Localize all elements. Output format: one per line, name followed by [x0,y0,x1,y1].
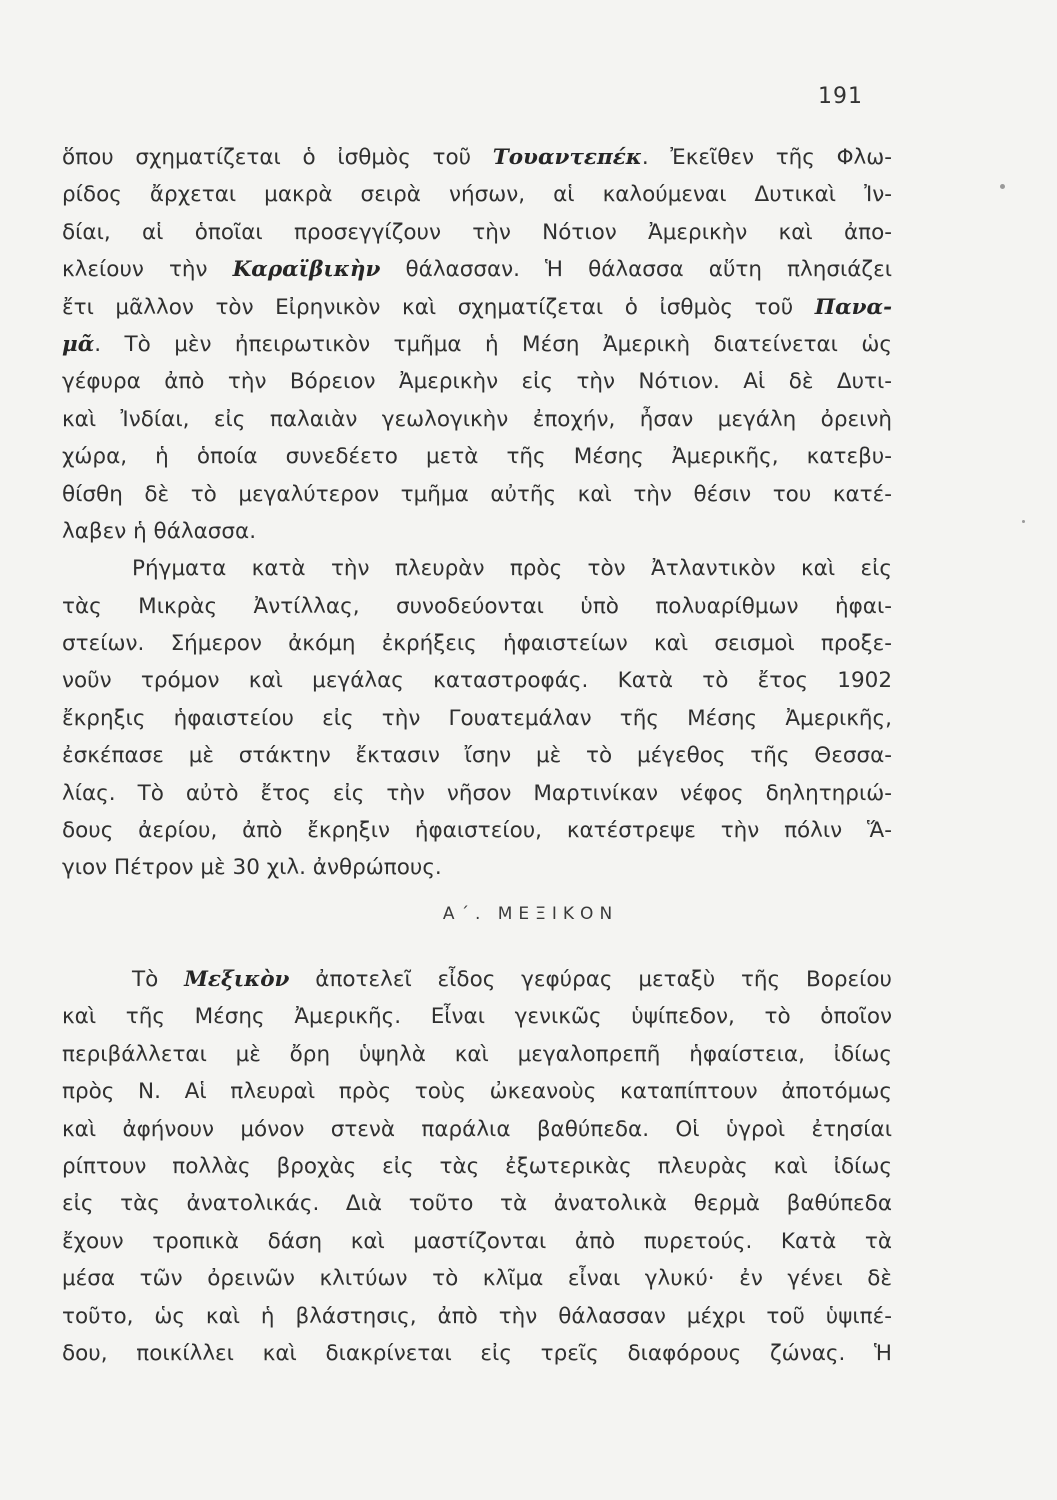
text-run: . Τὸ μὲν ἠπειρωτικὸν τμῆμα ἡ Μέση Ἀμερικὴ διατείνεται ὡς [94,331,892,357]
text-line [62,588,892,625]
text-run: ἐσκέπασε μὲ στάκτην ἔκτασιν ἴσην μὲ τὸ μέγεθος τῆς Θεσσα- [62,743,892,769]
text-line [62,326,892,363]
text-line [62,1223,892,1260]
text-run: δίαι, αἱ ὁποῖαι προσεγγίζουν τὴν Νότιον Ἀμερικὴν καὶ ἀπο- [62,219,892,245]
text-line [62,998,892,1035]
text-run: ρίπτουν πολλὰς βροχὰς εἰς τὰς ἐξωτερικὰς πλευρὰς καὶ ἰδίως [62,1153,892,1179]
text-run: καὶ τῆς Μέσης Ἀμερικῆς. Εἶναι γενικῶς ὑψίπεδον, τὸ ὁποῖον [62,1004,892,1030]
text-run: τὰς Μικρὰς Ἀντίλλας, συνοδεύονται ὑπὸ πολυαρίθμων ἡφαι- [62,593,892,619]
text-run: καὶ Ἰνδίαι, εἰς παλαιὰν γεωλογικὴν ἐποχήν, ἦσαν μεγάλη ὀρεινὴ [62,406,892,432]
text-line [62,849,892,886]
text-run: λαβεν ἡ θάλασσα. [62,518,257,544]
text-run: μέσα τῶν ὀρεινῶν κλιτύων τὸ κλῖμα εἶναι γλυκύ· ἐν γένει δὲ [62,1266,892,1292]
paper-speck [1000,184,1005,189]
text-run: . Ἐκεῖθεν τῆς Φλω- [641,145,892,170]
text-run: καὶ ἀφήνουν μόνον στενὰ παράλια βαθύπεδα. Οἱ ὑγροὶ ἐτησίαι [62,1116,892,1142]
emphasized-term: Πανα- [814,294,892,320]
text-run: ὅπου σχηματίζεται ὁ ἰσθμὸς τοῦ [62,145,493,170]
text-run: γέφυρα ἀπὸ τὴν Βόρειον Ἀμερικὴν εἰς τὴν Νότιον. Αἱ δὲ Δυτι- [62,369,892,395]
emphasized-term: Μεξικὸν [184,967,290,992]
text-line [62,1073,892,1110]
text-run: τοῦτο, ὡς καὶ ἡ βλάστησις, ἀπὸ τὴν θάλασσαν μέχρι τοῦ ὑψιπέ- [62,1303,892,1329]
text-line [62,1111,892,1148]
section-heading: Α΄. ΜΕΞΙΚΟΝ [442,904,619,924]
text-line [62,550,892,587]
text-line [62,700,892,737]
text-run: δους ἀερίου, ἀπὸ ἔκρηξιν ἡφαιστείου, κατέστρεψε τὴν πόλιν Ἅ- [62,818,892,844]
emphasized-term: μᾶ [62,331,95,357]
text-line [62,476,892,513]
text-line [62,1260,892,1297]
text-run: λίας. Τὸ αὐτὸ ἔτος εἰς τὴν νῆσον Μαρτινίκαν νέφος δηλητηριώ- [62,780,892,806]
text-line [62,438,892,475]
body-text-section-2 [62,961,892,1372]
text-line [62,1335,892,1372]
emphasized-term: Τουαντεπέκ [492,145,642,170]
text-line [62,625,892,662]
text-line [62,289,892,326]
text-run: στείων. Σήμερον ἀκόμη ἐκρήξεις ἡφαιστείων καὶ σεισμοὶ προξε- [62,631,892,657]
text-line [62,401,892,438]
text-line [62,214,892,251]
text-run: περιβάλλεται μὲ ὄρη ὑψηλὰ καὶ μεγαλοπρεπῆ ἡφαίστεια, ἰδίως [62,1041,892,1067]
text-line [62,363,892,400]
text-line [62,513,892,550]
text-line [62,961,892,998]
text-run: ἔτι μᾶλλον τὸν Εἰρηνικὸν καὶ σχηματίζεται ὁ ἰσθμὸς τοῦ [62,294,815,320]
text-line [62,662,892,699]
text-run: θάλασσαν. Ἡ θάλασσα αὕτη πλησιάζει [380,257,892,283]
text-run: θίσθη δὲ τὸ μεγαλύτερον τμῆμα αὐτῆς καὶ τὴν θέσιν του κατέ- [62,481,892,507]
text-run: εἰς τὰς ἀνατολικάς. Διὰ τοῦτο τὰ ἀνατολικὰ θερμὰ βαθύπεδα [62,1191,892,1217]
text-line [62,176,892,213]
text-line [62,1148,892,1185]
text-run: ἔχουν τροπικὰ δάση καὶ μαστίζονται ἀπὸ πυρετούς. Κατὰ τὰ [62,1228,892,1254]
text-line [62,251,892,288]
text-run: κλείουν τὴν [62,257,233,283]
text-line [62,775,892,812]
page-number: 191 [818,84,863,109]
text-line [62,139,892,176]
text-run: ἔκρηξις ἡφαιστείου εἰς τὴν Γουατεμάλαν τῆς Μέσης Ἀμερικῆς, [62,705,892,731]
text-run: Ρήγματα κατὰ τὴν πλευρὰν πρὸς τὸν Ἀτλαντικὸν καὶ εἰς [132,556,892,582]
text-run: ἀποτελεῖ εἶδος γεφύρας μεταξὺ τῆς Βορείου [289,967,892,992]
text-run: χώρα, ἡ ὁποία συνεδέετο μετὰ τῆς Μέσης Ἀμερικῆς, κατεβυ- [62,444,892,470]
text-line [62,737,892,774]
text-run: δου, ποικίλλει καὶ διακρίνεται εἰς τρεῖς διαφόρους ζώνας. Ἡ [62,1340,892,1366]
text-line [62,812,892,849]
body-text-section-1 [62,139,892,887]
text-run: Τὸ [132,967,185,992]
text-run: γιον Πέτρον μὲ 30 χιλ. ἀνθρώπους. [62,855,442,881]
text-run: νοῦν τρόμον καὶ μεγάλας καταστροφάς. Κατὰ τὸ ἔτος 1902 [62,668,892,694]
text-line [62,1036,892,1073]
text-line [62,1185,892,1222]
text-run: πρὸς Ν. Αἱ πλευραὶ πρὸς τοὺς ὠκεανοὺς καταπίπτουν ἀποτόμως [62,1079,892,1105]
text-line [62,1298,892,1335]
emphasized-term: Καραϊβικὴν [232,257,381,283]
paper-speck [1022,520,1025,523]
text-run: ρίδος ἄρχεται μακρὰ σειρὰ νήσων, αἱ καλούμεναι Δυτικαὶ Ἰν- [62,182,892,208]
